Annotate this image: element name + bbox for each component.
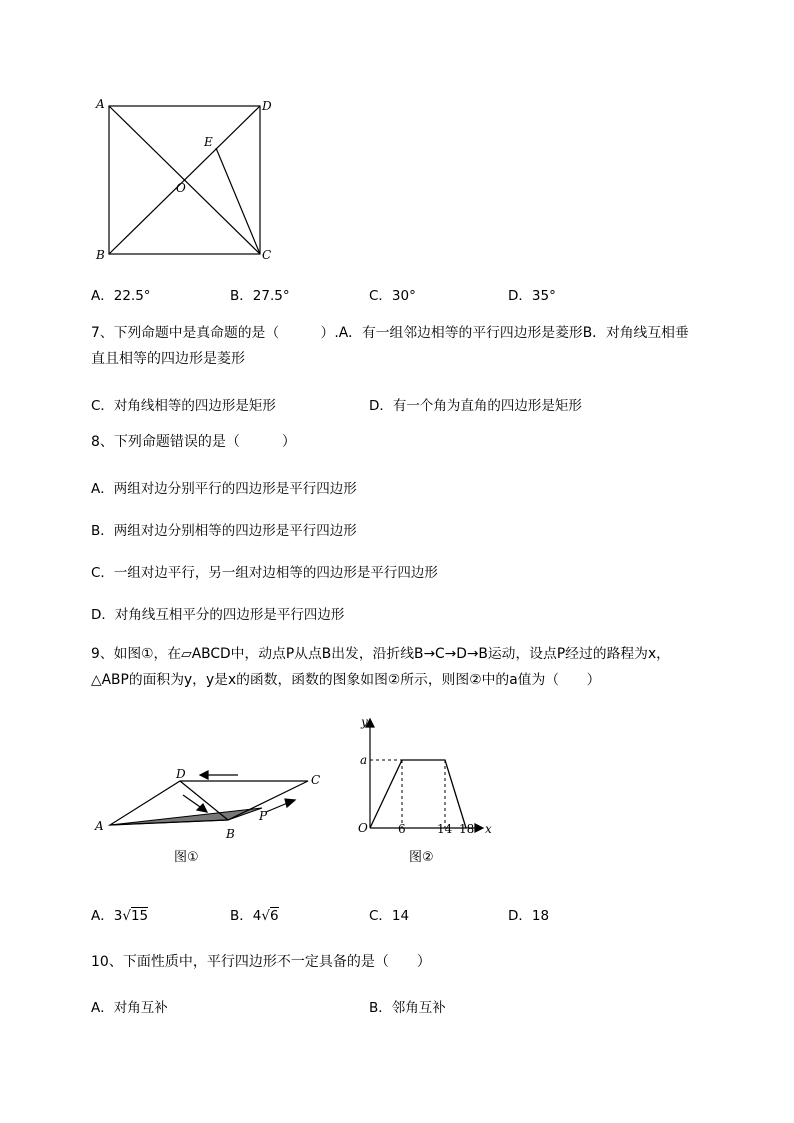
- q9-option-a-prefix: A．3: [91, 908, 123, 924]
- fig2-tick-18: 18: [459, 822, 475, 836]
- fig1-label-c: C: [311, 773, 321, 787]
- fig2-label-o: O: [358, 821, 368, 835]
- label-o: O: [176, 181, 186, 195]
- q8-stem: 8、下列命题错误的是（ ）: [91, 434, 296, 450]
- q9-figure-1: [90, 760, 330, 868]
- fig1-label-a: A: [95, 819, 104, 833]
- fig2-caption: 图②: [409, 850, 434, 865]
- q9-option-a-radicand: 15: [130, 908, 149, 924]
- fig1-label-d: D: [176, 767, 186, 781]
- q7-stem-line2: 直且相等的四边形是菱形: [91, 351, 245, 367]
- arrow-dc-head: [200, 771, 208, 779]
- q7-option-d: D．有一个角为直角的四边形是矩形: [369, 398, 582, 414]
- label-b: B: [96, 248, 105, 262]
- graph-line: [370, 760, 466, 828]
- q6-option-c: C．30°: [369, 288, 416, 304]
- q6-option-b: B．27.5°: [230, 288, 290, 304]
- q6-option-d: D．35°: [508, 288, 556, 304]
- q9-stem-line1: 9、如图①，在▱ABCD中，动点P从点B出发，沿折线B→C→D→B运动，设点P经过的路程为x，: [91, 646, 670, 662]
- q9-option-b-prefix: B．4: [230, 908, 262, 924]
- fig2-label-a: a: [360, 753, 368, 767]
- x-axis-arrow: [475, 824, 483, 832]
- fig2-label-x: x: [485, 822, 492, 836]
- q8-option-d: D．对角线互相平分的四边形是平行四边形: [91, 607, 345, 623]
- q9-option-b: [230, 904, 279, 924]
- q6-square-figure: [90, 92, 290, 267]
- q7-stem-line1: 7、下列命题中是真命题的是（ ）.A．有一组邻边相等的平行四边形是菱形B．对角线互相垂: [91, 325, 689, 341]
- q9-figure-2: [350, 712, 500, 868]
- q8-option-a: A．两组对边分别平行的四边形是平行四边形: [91, 481, 357, 497]
- label-a: A: [96, 97, 105, 111]
- label-c: C: [262, 248, 272, 262]
- q10-stem: 10、下面性质中，平行四边形不一定具备的是（ ）: [91, 954, 431, 970]
- fig1-label-b: B: [226, 827, 235, 841]
- q9-option-b-radicand: 6: [269, 908, 279, 924]
- label-d: D: [262, 99, 272, 113]
- fig2-tick-6: 6: [398, 822, 406, 836]
- sqrt-sign: √: [122, 908, 131, 924]
- label-e: E: [204, 135, 213, 149]
- fig1-label-p: P: [259, 809, 268, 823]
- q7-option-c: C．对角线相等的四边形是矩形: [91, 398, 276, 414]
- segment-ec: [216, 148, 260, 254]
- q9-stem-line2: △ABP的面积为y，y是x的函数，函数的图象如图②所示，则图②中的a值为（ ）: [91, 672, 601, 688]
- fig1-caption: 图①: [174, 850, 199, 865]
- q10-option-b: B．邻角互补: [369, 1000, 446, 1016]
- q6-option-a: A．22.5°: [91, 288, 151, 304]
- arrow-bc-head: [285, 799, 295, 807]
- q10-option-a: A．对角互补: [91, 1000, 168, 1016]
- q9-option-c: C．14: [369, 908, 410, 924]
- q8-option-b: B．两组对边分别相等的四边形是平行四边形: [91, 523, 357, 539]
- fig2-tick-14: 14: [437, 822, 453, 836]
- q9-option-a: [91, 904, 148, 924]
- sqrt-sign: √: [261, 908, 270, 924]
- q8-option-c: C．一组对边平行，另一组对边相等的四边形是平行四边形: [91, 565, 438, 581]
- fig2-label-y: y: [361, 715, 368, 729]
- q9-option-d: D．18: [508, 908, 550, 924]
